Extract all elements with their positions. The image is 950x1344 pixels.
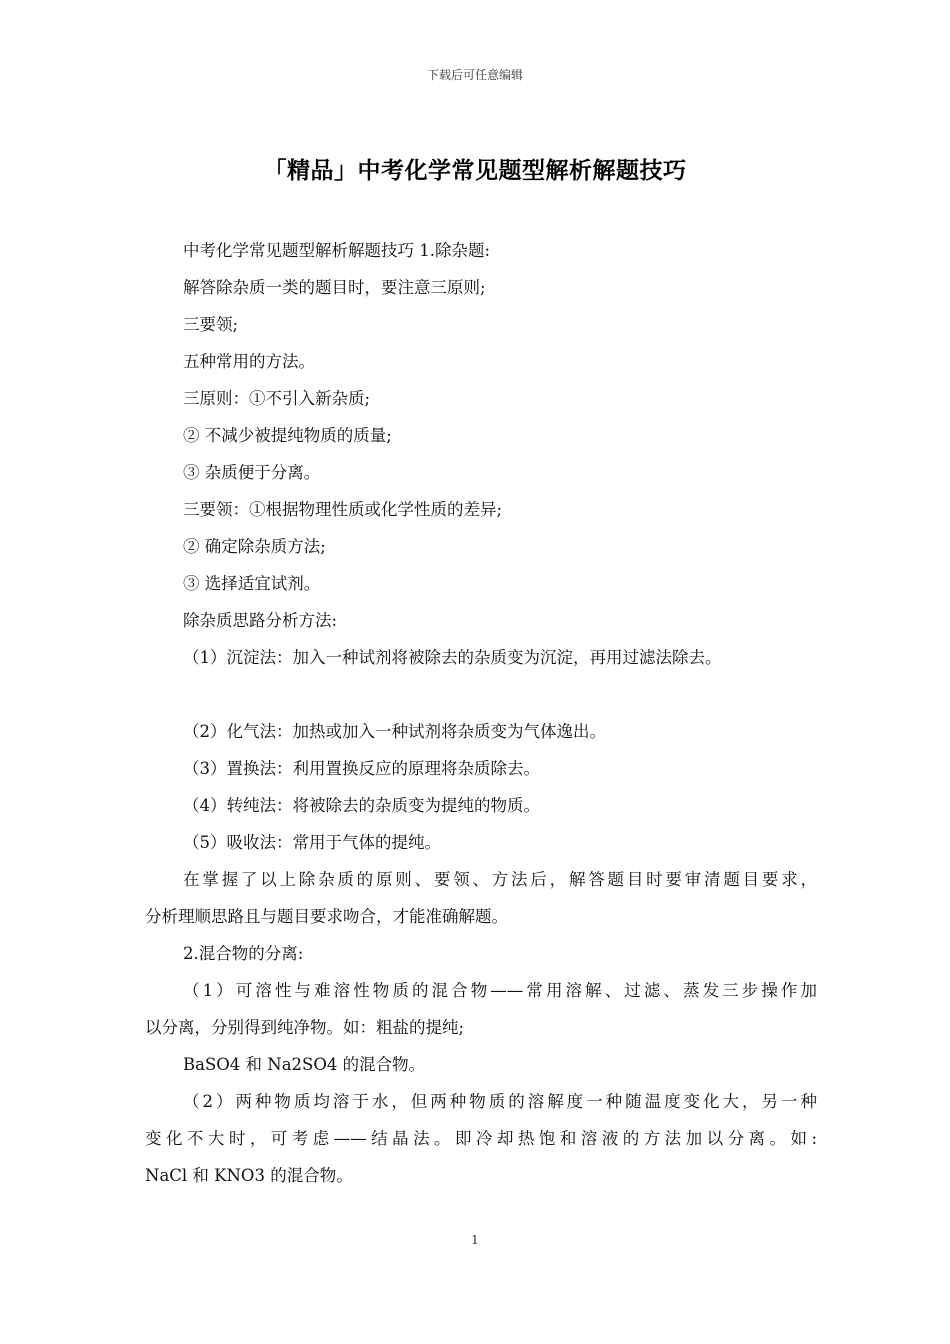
paragraph-line: ② 确定除杂质方法; [183,537,326,556]
paragraph-line: 2.混合物的分离: [183,944,304,963]
paragraph-line: （2）化气法：加热或加入一种试剂将杂质变为气体逸出。 [183,722,606,741]
paragraph-line: （1）可溶性与难溶性物质的混合物——常用溶解、过滤、蒸发三步操作加 [183,981,817,1000]
paragraph-line: ② 不减少被提纯物质的质量; [183,426,392,445]
paragraph-line: 除杂质思路分析方法: [183,611,338,630]
paragraph-line: （3）置换法：利用置换反应的原理将杂质除去。 [183,759,540,778]
paragraph-line: ③ 选择适宜试剂。 [183,574,321,593]
paragraph-line: （4）转纯法：将被除去的杂质变为提纯的物质。 [183,796,540,815]
paragraph-line: NaCl 和 KNO3 的混合物。 [145,1166,353,1185]
paragraph-line: 三要领：①根据物理性质或化学性质的差异; [183,500,503,519]
document-body [145,232,817,1194]
paragraph-line: （1）沉淀法：加入一种试剂将被除去的杂质变为沉淀，再用过滤法除去。 [183,648,722,667]
paragraph-line: 变化不大时，可考虑——结晶法。即冷却热饱和溶液的方法加以分离。如: [145,1129,817,1148]
paragraph-line: 三原则：①不引入新杂质; [183,389,371,408]
paragraph-line: 中考化学常见题型解析解题技巧 1.除杂题: [183,241,491,260]
page-number: 1 [471,1233,479,1247]
document-title: 「精品」中考化学常见题型解析解题技巧 [263,157,687,184]
page-header: 下载后可任意编辑 [426,68,523,82]
paragraph-line: ③ 杂质便于分离。 [183,463,321,482]
paragraph-line: （5）吸收法：常用于气体的提纯。 [183,833,441,852]
paragraph-line: BaSO4 和 Na2SO4 的混合物。 [183,1055,426,1074]
paragraph-line: 解答除杂质一类的题目时，要注意三原则; [183,278,486,297]
paragraph-line: 以分离，分别得到纯净物。如：粗盐的提纯; [145,1018,465,1037]
paragraph-line: 分析理顺思路且与题目要求吻合，才能准确解题。 [145,907,508,926]
paragraph-line: 五种常用的方法。 [183,352,315,371]
paragraph-line: （2）两种物质均溶于水，但两种物质的溶解度一种随温度变化大，另一种 [183,1092,817,1111]
paragraph-line: 三要领; [183,315,239,334]
blank-line [145,676,817,713]
paragraph-line: 在掌握了以上除杂质的原则、要领、方法后，解答题目时要审清题目要求， [183,870,817,889]
